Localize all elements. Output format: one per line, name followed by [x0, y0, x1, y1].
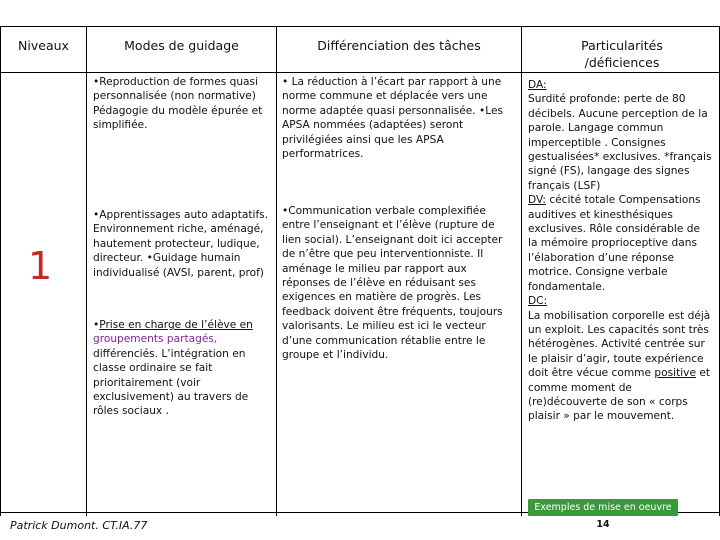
examples-link-button[interactable]	[528, 499, 678, 530]
column-divider	[521, 26, 522, 516]
header-niveaux: Niveaux	[18, 38, 69, 53]
header-divider	[0, 72, 720, 73]
highlighted-text: groupements partagés,	[93, 333, 218, 346]
dc-underlined: positive	[654, 367, 696, 380]
table-border-top	[0, 26, 720, 27]
modes-block-3	[93, 318, 271, 419]
table-border-left	[0, 26, 1, 516]
modes-block-1: •Reproduction de formes quasi personnalisée (non normative) Pédagogie du modèle épurée et simplifiée.	[93, 76, 263, 132]
dv-text: cécité totale Compensations auditives et kinesthésiques exclusives. Rôle considérable de la mémoire proprioceptive dans l’élaboration d’une réponse motrice. Consigne verbale fondamentale.	[528, 194, 701, 293]
header-particularites: Particularités /déficiences	[581, 38, 663, 70]
bullet: •	[93, 319, 100, 331]
page-number: 14	[596, 519, 610, 530]
footer-author: Patrick Dumont. CT.IA.77	[10, 519, 148, 532]
particularites-block	[528, 78, 712, 424]
level-number: 1	[28, 244, 53, 288]
dc-text: La mobilisation corporelle est déjà un exploit. Les capacités sont très hétérogènes. Activité centrée sur le plaisir d’agir, toute expérience doit être vécue comme	[528, 309, 711, 380]
da-label: DA:	[528, 79, 547, 91]
underlined-text: Prise en charge de l’élève en	[99, 319, 253, 331]
body-text: différenciés. L’intégration en classe ordinaire se fait prioritairement (voir exclusivement) au travers de rôles sociaux .	[93, 347, 249, 418]
header-modes-de-guidage: Modes de guidage	[124, 38, 239, 53]
header-differenciation: Différenciation des tâches	[317, 38, 481, 53]
examples-link-label: Exemples de mise en oeuvre	[534, 502, 672, 513]
column-divider	[276, 26, 277, 516]
dc-label: DC:	[528, 295, 548, 308]
differenciation-block-2: •Communication verbale complexifiée entre l’enseignant et l’élève (rupture de lien social). L’enseignant doit ici accepter de n’être que peu interventionniste. Il aménage le milieu par rapport aux réponses de l’élève en réduisant ses exigences en matière de progrès. Les feedback doivent être fréquents, toujours valorisants. Le milieu est ici le vecteur d’une communication rétablie entre le groupe et l’individu.	[282, 205, 503, 362]
modes-block-2: •Apprentissages auto adaptatifs. Environnement riche, aménagé, hautement protecteur, ludique, directeur. •Guidage humain individualisé (AVSI, parent, prof)	[93, 209, 269, 279]
differenciation-block-1: • La réduction à l’écart par rapport à une norme commune et déplacée vers une norme adaptée quasi personnalisée. •Les APSA nommées (adaptées) seront privilégiées ainsi que les APSA performatrices.	[282, 76, 504, 161]
dc-text-end: et comme moment de (re)découverte de son « corps plaisir » par le mouvement.	[528, 367, 711, 423]
column-divider	[86, 26, 87, 516]
dv-label: DV:	[528, 194, 546, 207]
da-text: Surdité profonde: perte de 80 décibels. Aucune perception de la parole. Langage commun imperceptible . Consignes gestualisées* exclusives. *français signé (FS), langage des signes français (LSF)	[528, 93, 712, 192]
